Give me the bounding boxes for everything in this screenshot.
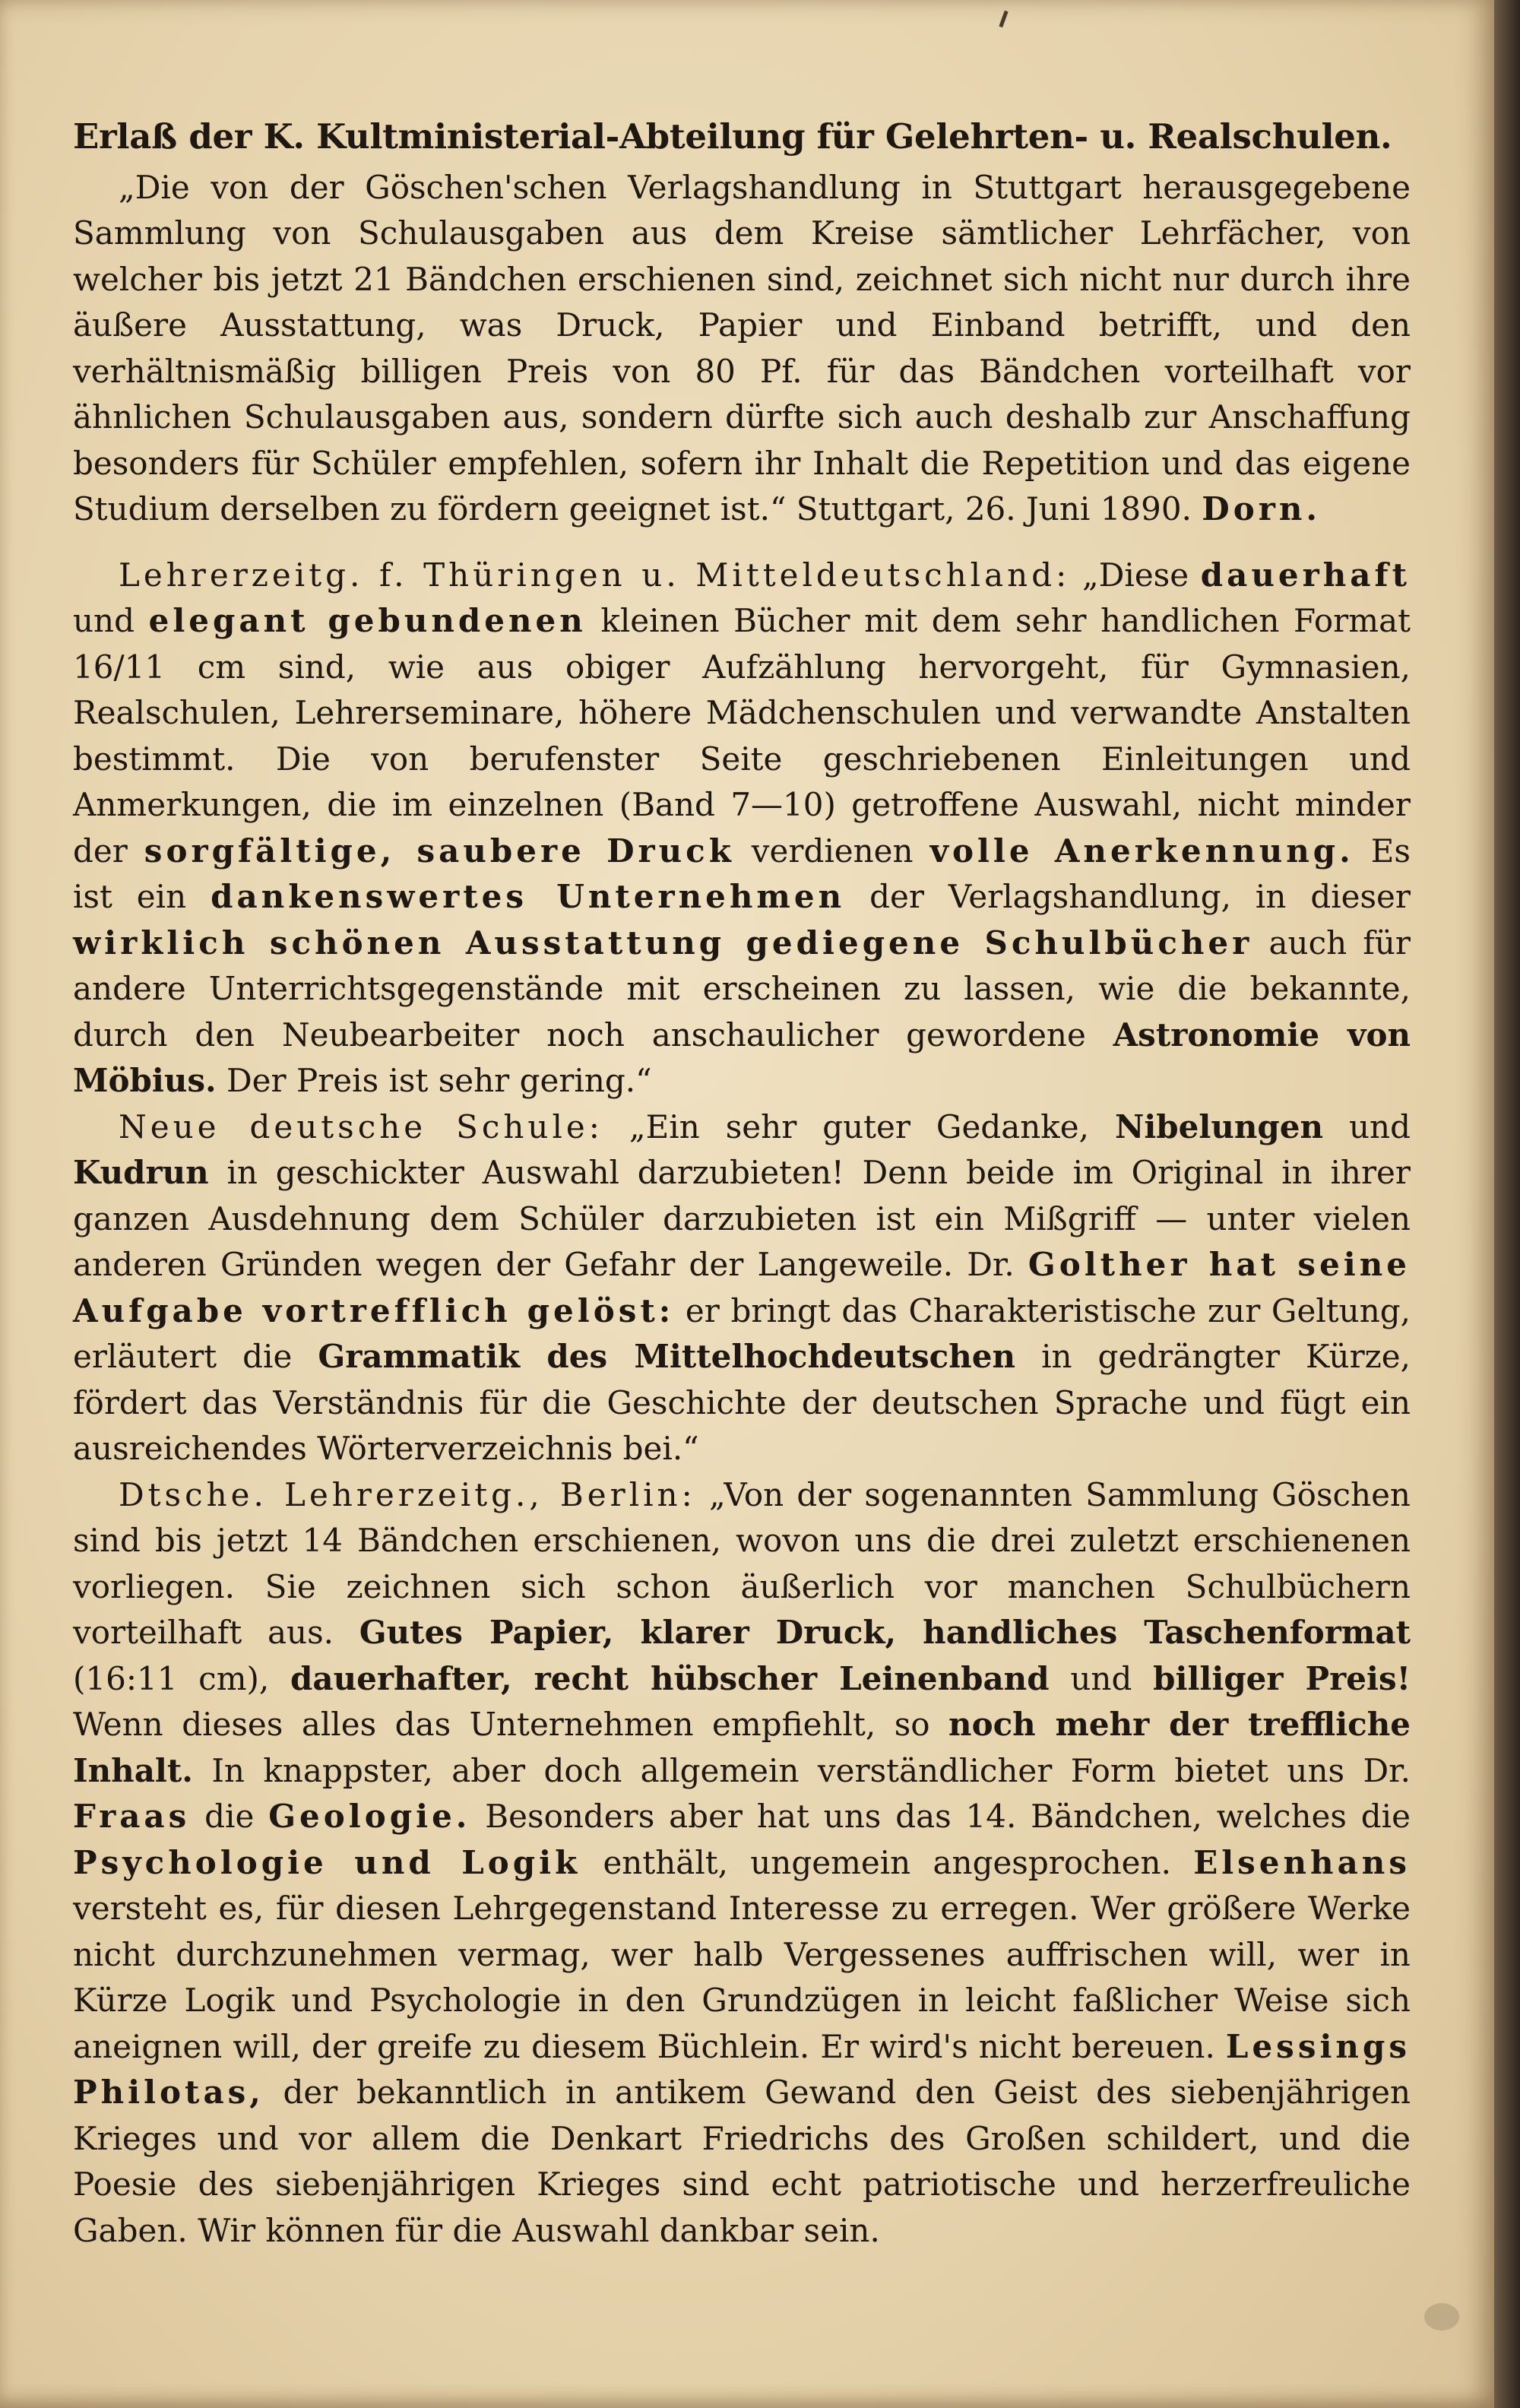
decree-heading: Erlaß der K. Kultministerial-Abteilung für Gelehrten- u. Realschulen. (73, 116, 1392, 157)
paper-stain (1424, 2303, 1459, 2330)
review-thueringen: Lehrerzeitg. f. Thüringen u. Mitteldeutschland: „Diese dauerhaft und elegant gebundenen kleinen Bücher mit dem sehr handlichen Format 16/11 cm sind, wie aus obiger Aufzählung hervorgeht, für Gymnasien, Realschulen, Lehrerseminare, höhere Mädchenschulen und verwandte Anstalten bestimmt. Die von berufenster Seite geschriebenen Einleitungen und Anmerkungen, die im einzelnen (Band 7—10) getroffene Auswahl, nicht minder der sorgfältige, saubere Druck verdienen volle Anerkennung. Es ist ein dankenswertes Unternehmen der Verlagshandlung, in dieser wirklich schönen Ausstattung gediegene Schulbücher auch für andere Unterrichtsgegenstände mit erscheinen zu lassen, wie die bekannte, durch den Neubearbeiter noch anschaulicher gewordene Astronomie von Möbius. Der Preis ist sehr gering.“ (73, 556, 1411, 1099)
decree-paragraph (73, 165, 1411, 533)
review-source: Lehrerzeitg. f. Thüringen u. Mitteldeutschland: (119, 556, 1071, 594)
page-text (73, 114, 1411, 2254)
book-edge (1494, 0, 1520, 2408)
decree-signature: Dorn. (1202, 490, 1322, 528)
review-source: Neue deutsche Schule: (119, 1107, 603, 1145)
review-berlin: Dtsche. Lehrerzeitg., Berlin: „Von der sogenannten Sammlung Göschen sind bis jetzt 14 Bändchen erschienen, wovon uns die drei zuletzt erschienenen vorliegen. Sie zeichnen sich schon äußerlich vor manchen Schulbüchern vorteilhaft aus. Gutes Papier, klarer Druck, handliches Taschenformat (16:11 cm), dauerhafter, recht hübscher Leinenband und billiger Preis! Wenn dieses alles das Unternehmen empfiehlt, so noch mehr der treffliche Inhalt. In knappster, aber doch allgemein verständlicher Form bietet uns Dr. Fraas die Geologie. Besonders aber hat uns das 14. Bändchen, welches die Psychologie und Logik enthält, ungemein angesprochen. Elsenhans versteht es, für diesen Lehrgegenstand Interesse zu erregen. Wer größere Werke nicht durchzunehmen vermag, wer halb Vergessenes auffrischen will, wer in Kürze Logik und Psychologie in den Grundzügen in leicht faßlicher Weise sich aneignen will, der greife zu diesem Büchlein. Er wird's nicht bereuen. Lessings Philotas, der bekanntlich in antikem Gewand den Geist des siebenjährigen Krieges und vor allem die Denkart Friedrichs des Großen schildert, und die Poesie des siebenjährigen Krieges sind echt patriotische und herzerfreuliche Gaben. Wir können für die Auswahl dankbar sein. (73, 1475, 1411, 2249)
decree-text: „Die von der Göschen'schen Verlagshandlung in Stuttgart herausgegebene Sammlung von Schulausgaben aus dem Kreise sämtlicher Lehrfächer, von welcher bis jetzt 21 Bändchen erschienen sind, zeichnet sich nicht nur durch ihre äußere Ausstattung, was Druck, Papier und Einband betrifft, und den verhältnismäßig billigen Preis von 80 Pf. für das Bändchen vorteilhaft vor ähnlichen Schulausgaben aus, sondern dürfte sich auch deshalb zur Anschaffung besonders für Schüler empfehlen, sofern ihr Inhalt die Repetition und das eigene Studium derselben zu fördern geeignet ist.“ Stuttgart, 26. Juni 1890. (73, 168, 1411, 528)
review-neue-schule: Neue deutsche Schule: „Ein sehr guter Gedanke, Nibelungen und Kudrun in geschickter Auswahl darzubieten! Denn beide im Original in ihrer ganzen Ausdehnung dem Schüler darzubieten ist ein Mißgriff — unter vielen anderen Gründen wegen der Gefahr der Langeweile. Dr. Golther hat seine Aufgabe vortrefflich gelöst: er bringt das Charakteristische zur Geltung, erläutert die Grammatik des Mittelhochdeutschen in gedrängter Kürze, fördert das Verständnis für die Geschichte der deutschen Sprache und fügt ein ausreichendes Wörterverzeichnis bei.“ (73, 1107, 1411, 1467)
ink-mark (999, 11, 1008, 27)
review-source: Dtsche. Lehrerzeitg., Berlin: (119, 1475, 696, 1513)
